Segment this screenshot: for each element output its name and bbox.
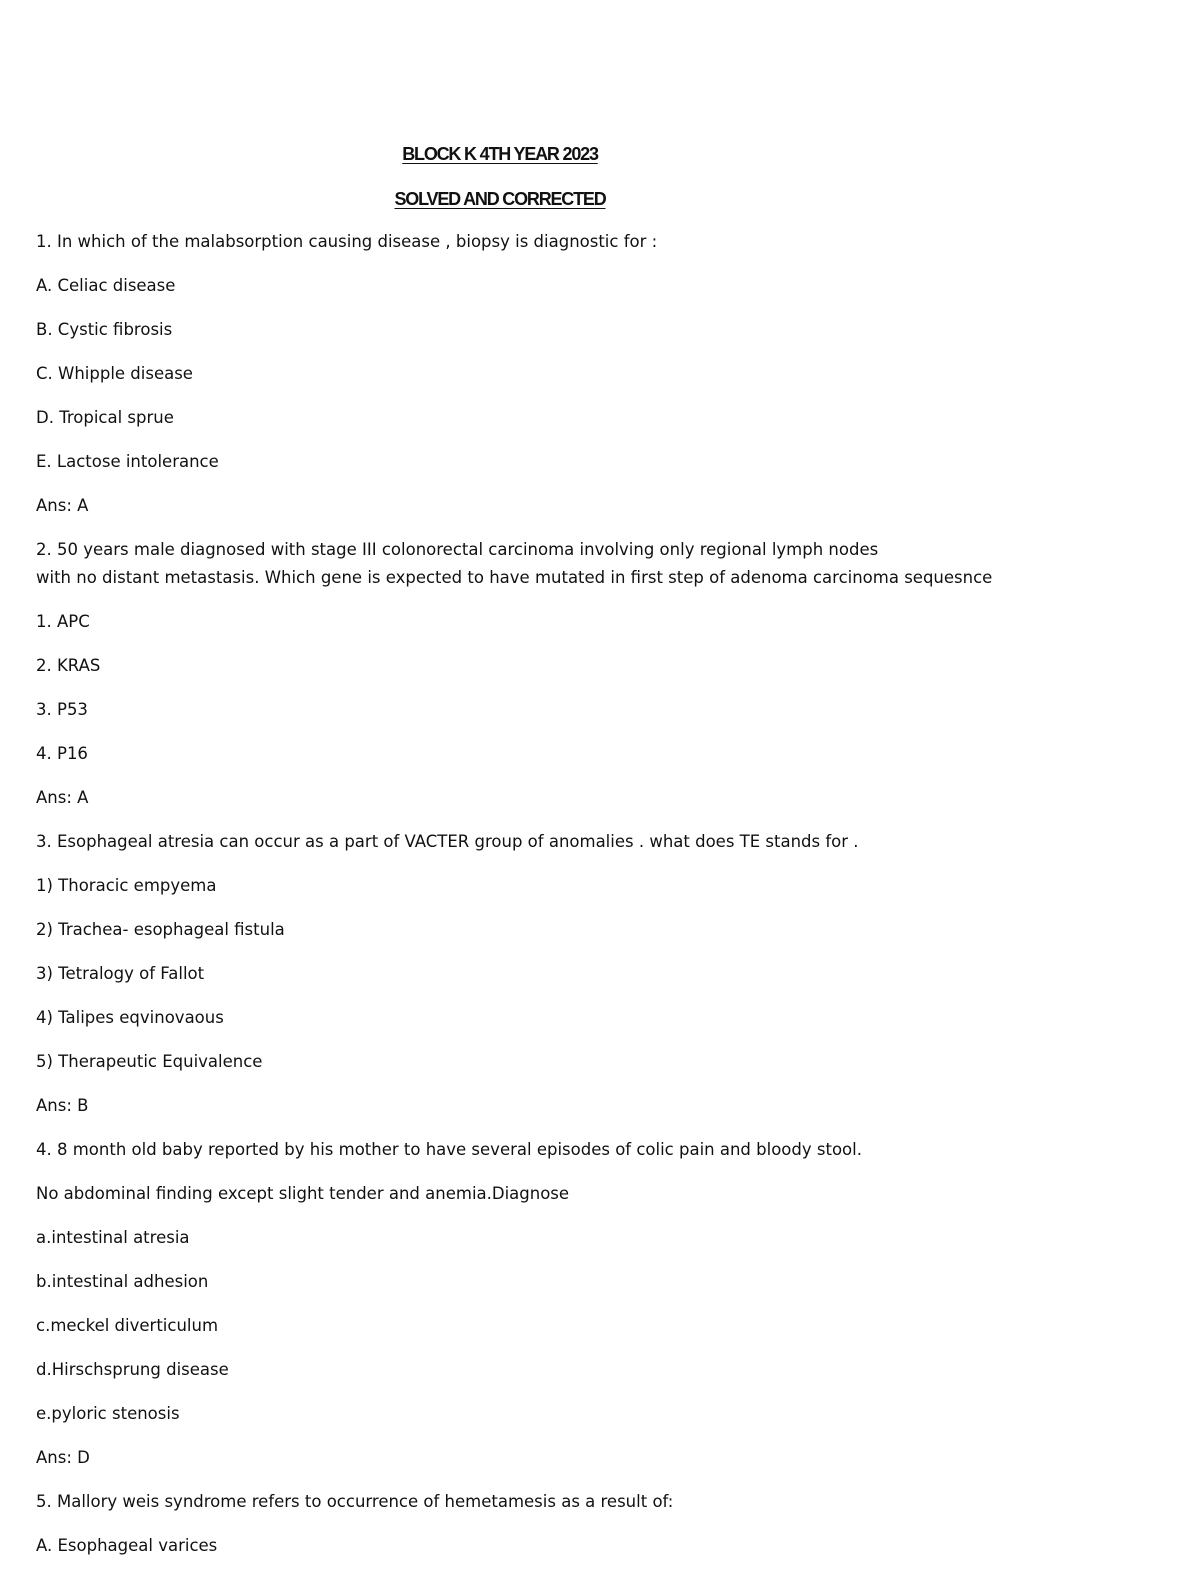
question-1-option-b: B. Cystic fibrosis (36, 320, 173, 339)
question-1-option-a: A. Celiac disease (36, 276, 176, 295)
question-2-stem-line-1: 2. 50 years male diagnosed with stage III colonorectal carcinoma involving only regional lymph nodes (36, 540, 879, 559)
question-3-option-3: 3) Tetralogy of Fallot (36, 964, 205, 983)
question-4-stem-line-1: 4. 8 month old baby reported by his mother to have several episodes of colic pain and bloody stool. (36, 1140, 862, 1159)
question-3-option-2: 2) Trachea- esophageal fistula (36, 920, 285, 939)
question-2-option-3: 3. P53 (36, 700, 88, 719)
question-1-option-d: D. Tropical sprue (36, 408, 174, 427)
question-2-stem-line-2: with no distant metastasis. Which gene is expected to have mutated in first step of adenoma carcinoma sequesnce (36, 568, 993, 587)
question-1-option-c: C. Whipple disease (36, 364, 193, 383)
question-3-answer: Ans: B (36, 1096, 89, 1115)
question-4-option-d: d.Hirschsprung disease (36, 1360, 229, 1379)
question-3-option-5: 5) Therapeutic Equivalence (36, 1052, 263, 1071)
question-2-option-2: 2. KRAS (36, 656, 101, 675)
question-3-option-1: 1) Thoracic empyema (36, 876, 217, 895)
question-5-stem: 5. Mallory weis syndrome refers to occurrence of hemetamesis as a result of: (36, 1492, 674, 1511)
question-2-answer: Ans: A (36, 788, 89, 807)
question-4-stem-line-2: No abdominal finding except slight tender and anemia.Diagnose (36, 1184, 570, 1203)
document-title: BLOCK K 4TH YEAR 2023 (402, 144, 598, 164)
question-2-option-4: 4. P16 (36, 744, 88, 763)
question-1-stem: 1. In which of the malabsorption causing disease , biopsy is diagnostic for : (36, 232, 658, 251)
question-5-option-a: A. Esophageal varices (36, 1536, 218, 1555)
question-1-answer: Ans: A (36, 496, 89, 515)
question-list (36, 231, 1176, 1579)
question-4-option-b: b.intestinal adhesion (36, 1272, 209, 1291)
question-4-option-a: a.intestinal atresia (36, 1228, 190, 1247)
question-3-option-4: 4) Talipes eqvinovaous (36, 1008, 224, 1027)
document-subtitle: SOLVED AND CORRECTED (394, 189, 606, 209)
question-4-option-c: c.meckel diverticulum (36, 1316, 219, 1335)
question-1-option-e: E. Lactose intolerance (36, 452, 219, 471)
question-3-stem: 3. Esophageal atresia can occur as a part of VACTER group of anomalies . what does TE stands for . (36, 832, 859, 851)
question-2-option-1: 1. APC (36, 612, 90, 631)
question-4-answer: Ans: D (36, 1448, 90, 1467)
question-4-option-e: e.pyloric stenosis (36, 1404, 180, 1423)
